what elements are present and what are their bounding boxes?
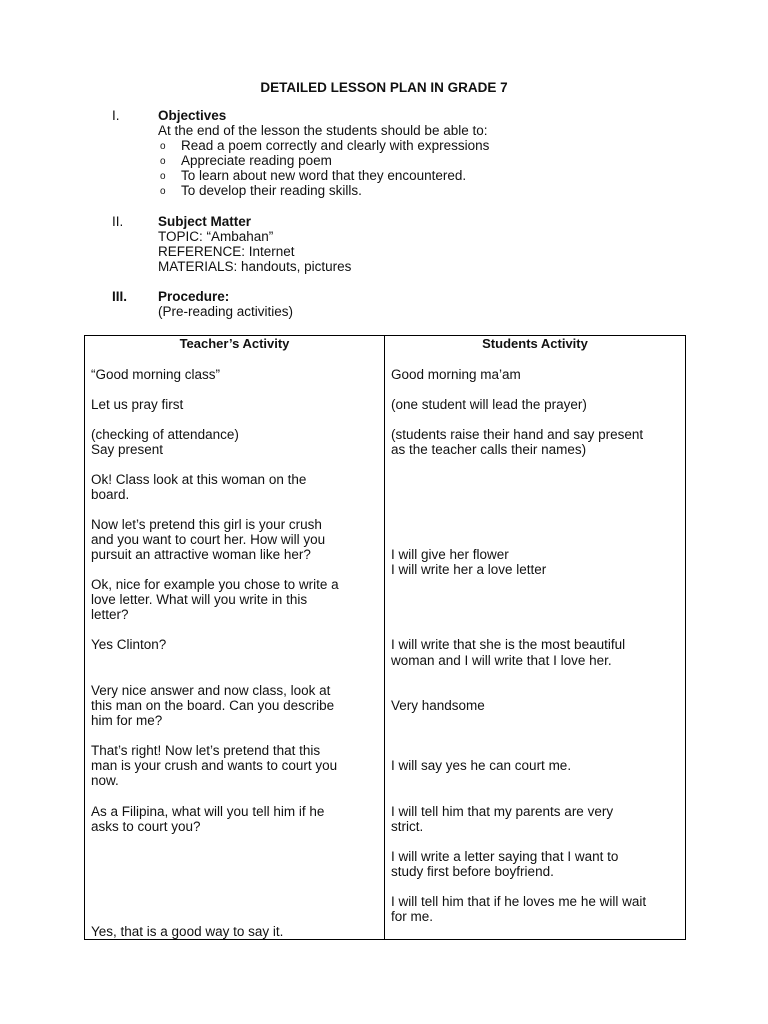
teacher-line: Say present [91, 442, 164, 457]
activity-table [84, 335, 686, 940]
student-line: (one student will lead the prayer) [391, 397, 587, 412]
objective-item: Read a poem correctly and clearly with expressions [181, 138, 490, 153]
student-line: Very handsome [391, 698, 485, 713]
student-line: I will write that she is the most beautiful [391, 637, 626, 652]
student-line: I will give her flower [391, 547, 509, 562]
bullet-icon: o [160, 186, 166, 197]
teacher-line: this man on the board. Can you describe [91, 698, 335, 713]
teacher-line: letter? [91, 607, 129, 622]
objective-item: Appreciate reading poem [181, 153, 332, 168]
objective-item: To develop their reading skills. [181, 183, 362, 198]
teacher-line: Ok, nice for example you chose to write a [91, 577, 339, 592]
teacher-line: Yes, that is a good way to say it. [91, 924, 284, 939]
teacher-line: man is your crush and wants to court you [91, 758, 338, 773]
procedure-heading: Procedure: [158, 289, 230, 304]
section-numeral-3: III. [112, 289, 128, 304]
teacher-line: Let us pray first [91, 397, 184, 412]
objectives-intro: At the end of the lesson the students should be able to: [158, 123, 488, 138]
page-title: DETAILED LESSON PLAN IN GRADE 7 [260, 80, 508, 95]
teacher-line: (checking of attendance) [91, 427, 239, 442]
student-line: for me. [391, 909, 434, 924]
student-line: I will write a letter saying that I want to [391, 849, 619, 864]
student-line: Good morning ma’am [391, 367, 521, 382]
teacher-line: asks to court you? [91, 819, 201, 834]
teacher-line: “Good morning class” [91, 367, 221, 382]
teacher-column-header: Teacher’s Activity [179, 336, 290, 351]
materials-line: MATERIALS: handouts, pictures [158, 259, 352, 274]
teacher-line: board. [91, 487, 130, 502]
student-line: (students raise their hand and say present [391, 427, 644, 442]
section-numeral-1: I. [112, 108, 120, 123]
student-line: as the teacher calls their names) [391, 442, 587, 457]
teacher-line: love letter. What will you write in this [91, 592, 308, 607]
student-line: strict. [391, 819, 424, 834]
teacher-line: Now let’s pretend this girl is your crush [91, 517, 322, 532]
bullet-icon: o [160, 141, 166, 152]
teacher-line: and you want to court her. How will you [91, 532, 326, 547]
teacher-line: him for me? [91, 713, 163, 728]
student-line: I will write her a love letter [391, 562, 547, 577]
topic-line: TOPIC: “Ambahan” [158, 229, 274, 244]
students-column-header: Students Activity [482, 336, 588, 351]
objectives-heading: Objectives [158, 108, 227, 123]
section-numeral-2: II. [112, 214, 124, 229]
teacher-line: That’s right! Now let’s pretend that this [91, 743, 321, 758]
student-line: I will say yes he can court me. [391, 758, 572, 773]
teacher-line: pursuit an attractive woman like her? [91, 547, 311, 562]
reference-line: REFERENCE: Internet [158, 244, 295, 259]
teacher-line: As a Filipina, what will you tell him if he [91, 804, 325, 819]
subject-matter-heading: Subject Matter [158, 214, 252, 229]
teacher-line: Yes Clinton? [91, 637, 167, 652]
student-line: I will tell him that my parents are very [391, 804, 614, 819]
objective-item: To learn about new word that they encountered. [181, 168, 467, 183]
column-divider [384, 336, 385, 939]
teacher-line: Ok! Class look at this woman on the [91, 472, 307, 487]
bullet-icon: o [160, 156, 166, 167]
teacher-line: Very nice answer and now class, look at [91, 683, 331, 698]
teacher-line: now. [91, 773, 119, 788]
procedure-subheading: (Pre-reading activities) [158, 304, 294, 319]
bullet-icon: o [160, 171, 166, 182]
student-line: study first before boyfriend. [391, 864, 554, 879]
student-line: woman and I will write that I love her. [391, 653, 612, 668]
student-line: I will tell him that if he loves me he will wait [391, 894, 647, 909]
